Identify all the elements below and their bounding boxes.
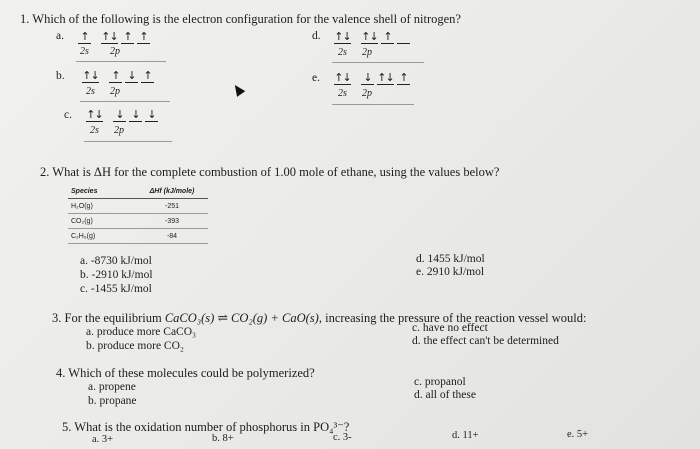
s-label: 2s (338, 88, 347, 99)
orbital-2p-2: ↑↓ (377, 71, 394, 84)
orbital-2p-2: ↑ (121, 31, 134, 44)
question-4-text: 4. Which of these molecules could be polymerized? (56, 366, 315, 380)
q2-option-b: b. -2910 kJ/mol (80, 269, 153, 281)
orbital-2s: ↑ (78, 31, 91, 44)
equilibrium-equation: CaCO₃(s) ⇌ CO₂(g) + CaO(s) (164, 311, 319, 325)
orbital-2p-3: ↑ (137, 31, 150, 44)
q1-option-c-diagram (86, 109, 161, 122)
orbital-2p-2: ↓ (129, 109, 142, 122)
q3-option-a: a. produce more CaCO₃ (86, 326, 197, 338)
orbital-2s: ↑↓ (334, 71, 351, 84)
q5-option-d: d. 11+ (452, 430, 479, 441)
question-2-text: 2. What is ΔH for the complete combustion of 1.00 mole of ethane, using the values below? (40, 165, 500, 179)
table-row (68, 199, 208, 214)
p-label: 2p (114, 125, 124, 136)
q1-option-d-diagram (334, 31, 413, 44)
p-label: 2p (362, 47, 372, 58)
q3-option-c: c. have no effect (412, 322, 488, 334)
orbital-2p-3 (397, 31, 410, 44)
orbital-2p-1: ↓ (113, 109, 126, 122)
q4-option-d: d. all of these (414, 389, 476, 401)
p-label: 2p (362, 88, 372, 99)
table-cell: H₂O(g) (71, 202, 93, 210)
q5-option-a: a. 3+ (92, 434, 114, 445)
orbital-2p-1: ↑↓ (361, 30, 378, 43)
divider (84, 141, 172, 142)
s-label: 2s (90, 125, 99, 136)
question-5-text: 5. What is the oxidation number of phosphorus in PO₄³⁻? (62, 420, 350, 434)
q1-option-b-diagram (82, 70, 157, 83)
orbital-2s: ↑↓ (86, 108, 103, 121)
orbital-2p-1: ↑ (109, 70, 122, 83)
orbital-2p-3: ↓ (145, 109, 158, 122)
q1-option-a-letter: a. (56, 30, 64, 42)
q5-option-b: b. 8+ (212, 433, 234, 444)
question-3-text (52, 310, 586, 326)
table-row (68, 229, 208, 244)
table-cell: -251 (164, 202, 179, 210)
orbital-2s: ↑↓ (82, 69, 99, 82)
question-3-prefix: 3. For the equilibrium (52, 311, 165, 325)
orbital-2p-1: ↓ (361, 72, 374, 85)
p-label: 2p (110, 46, 120, 57)
table-header-row (68, 184, 208, 199)
q1-option-c-letter: c. (64, 109, 72, 121)
mouse-cursor-icon (231, 82, 246, 97)
q1-option-e-letter: e. (312, 72, 320, 84)
question-3-suffix: , increasing the pressure of the reaction vessel would: (318, 311, 587, 325)
p-label: 2p (110, 86, 120, 97)
table-cell: CO₂(g) (71, 217, 93, 225)
table-header: Species (71, 187, 98, 195)
table-row (68, 214, 208, 229)
table-cell: C₂H₆(g) (71, 232, 96, 240)
orbital-2p-3: ↑ (141, 70, 154, 83)
q4-option-a: a. propene (88, 381, 136, 393)
orbital-2p-2: ↓ (125, 70, 138, 83)
orbital-2s: ↑↓ (334, 30, 351, 43)
table-cell: -393 (164, 217, 179, 225)
s-label: 2s (80, 46, 89, 57)
enthalpy-table (68, 184, 208, 244)
q1-option-e-diagram (334, 72, 413, 85)
s-label: 2s (338, 47, 347, 58)
question-1-text: 1. Which of the following is the electron configuration for the valence shell of nitrogen? (20, 12, 461, 26)
divider (332, 104, 414, 105)
q2-option-d: d. 1455 kJ/mol (416, 253, 485, 265)
orbital-2p-3: ↑ (397, 72, 410, 85)
q5-option-c: c. 3- (333, 432, 352, 443)
s-label: 2s (86, 86, 95, 97)
q1-option-d-letter: d. (312, 30, 321, 42)
q4-option-b: b. propane (88, 395, 137, 407)
divider (80, 101, 170, 102)
q3-option-d: d. the effect can't be determined (412, 335, 559, 347)
q4-option-c: c. propanol (414, 376, 466, 388)
orbital-2p-2: ↑ (381, 31, 394, 44)
q5-option-e: e. 5+ (567, 429, 589, 440)
q2-option-c: c. -1455 kJ/mol (80, 283, 152, 295)
divider (332, 62, 424, 63)
q2-option-a: a. -8730 kJ/mol (80, 255, 152, 267)
q2-option-e: e. 2910 kJ/mol (416, 266, 485, 278)
q3-option-b: b. produce more CO₂ (86, 340, 184, 352)
q1-option-b-letter: b. (56, 70, 65, 82)
orbital-2p-1: ↑↓ (101, 30, 118, 43)
divider (76, 61, 166, 62)
table-header: ΔHf (kJ/mole) (149, 187, 195, 195)
q1-option-a-diagram (78, 31, 153, 44)
table-cell: -84 (166, 232, 178, 240)
